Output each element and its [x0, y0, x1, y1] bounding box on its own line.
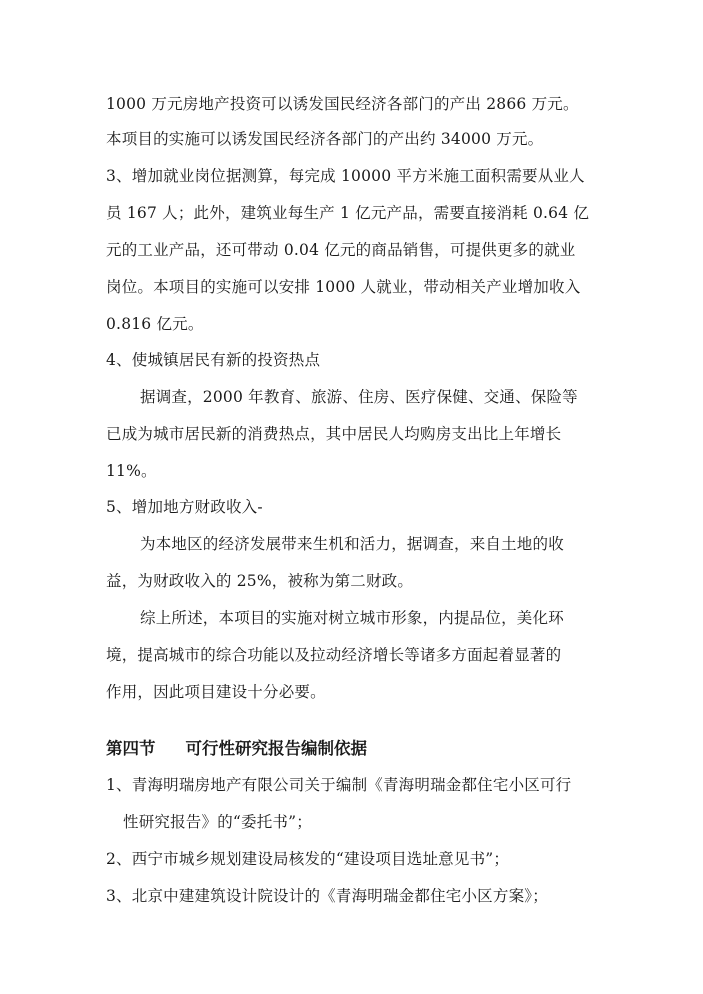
list-item-heading: 4、使城镇居民有新的投资热点 — [106, 351, 321, 369]
paragraph-line: 为本地区的经济发展带来生机和活力，据调查，来自土地的收 — [140, 535, 564, 553]
section-title: 可行性研究报告编制依据 — [185, 739, 367, 758]
paragraph-line: 元的工业产品，还可带动 0.04 亿元的商品销售，可提供更多的就业 — [106, 241, 576, 259]
paragraph-line: 作用，因此项目建设十分必要。 — [106, 683, 326, 701]
section-heading — [106, 738, 367, 760]
paragraph-line: 11%。 — [106, 462, 157, 480]
basis-item: 1、青海明瑞房地产有限公司关于编制《青海明瑞金都住宅小区可行 — [106, 776, 572, 794]
paragraph-line: 综上所述，本项目的实施对树立城市形象，内提品位，美化环 — [140, 609, 564, 627]
list-item-heading: 5、增加地方财政收入- — [106, 498, 263, 516]
basis-item-continued: 性研究报告》的“委托书”； — [123, 813, 312, 831]
paragraph-line: 益，为财政收入的 25%，被称为第二财政。 — [106, 572, 414, 590]
paragraph-line: 境，提高城市的综合功能以及拉动经济增长等诸多方面起着显著的 — [106, 646, 562, 664]
paragraph-line: 0.816 亿元。 — [106, 315, 204, 333]
paragraph-line: 岗位。本项目的实施可以安排 1000 人就业，带动相关产业增加收入 — [106, 278, 581, 296]
basis-item: 3、北京中建建筑设计院设计的《青海明瑞金都住宅小区方案》； — [106, 887, 548, 905]
paragraph-line: 员 167 人；此外，建筑业每生产 1 亿元产品，需要直接消耗 0.64 亿 — [106, 204, 590, 222]
paragraph-line: 据调查，2000 年教育、旅游、住房、医疗保健、交通、保险等 — [140, 388, 578, 406]
paragraph-line: 本项目的实施可以诱发国民经济各部门的产出约 34000 万元。 — [106, 130, 544, 148]
section-number: 第四节 — [106, 739, 156, 758]
paragraph-line: 3、增加就业岗位据测算，每完成 10000 平方米施工面积需要从业人 — [106, 167, 585, 185]
paragraph-line: 已成为城市居民新的消费热点，其中居民人均购房支出比上年增长 — [106, 425, 562, 443]
basis-item: 2、西宁市城乡规划建设局核发的“建设项目选址意见书”； — [106, 850, 510, 868]
paragraph-line: 1000 万元房地产投资可以诱发国民经济各部门的产出 2866 万元。 — [106, 95, 579, 113]
